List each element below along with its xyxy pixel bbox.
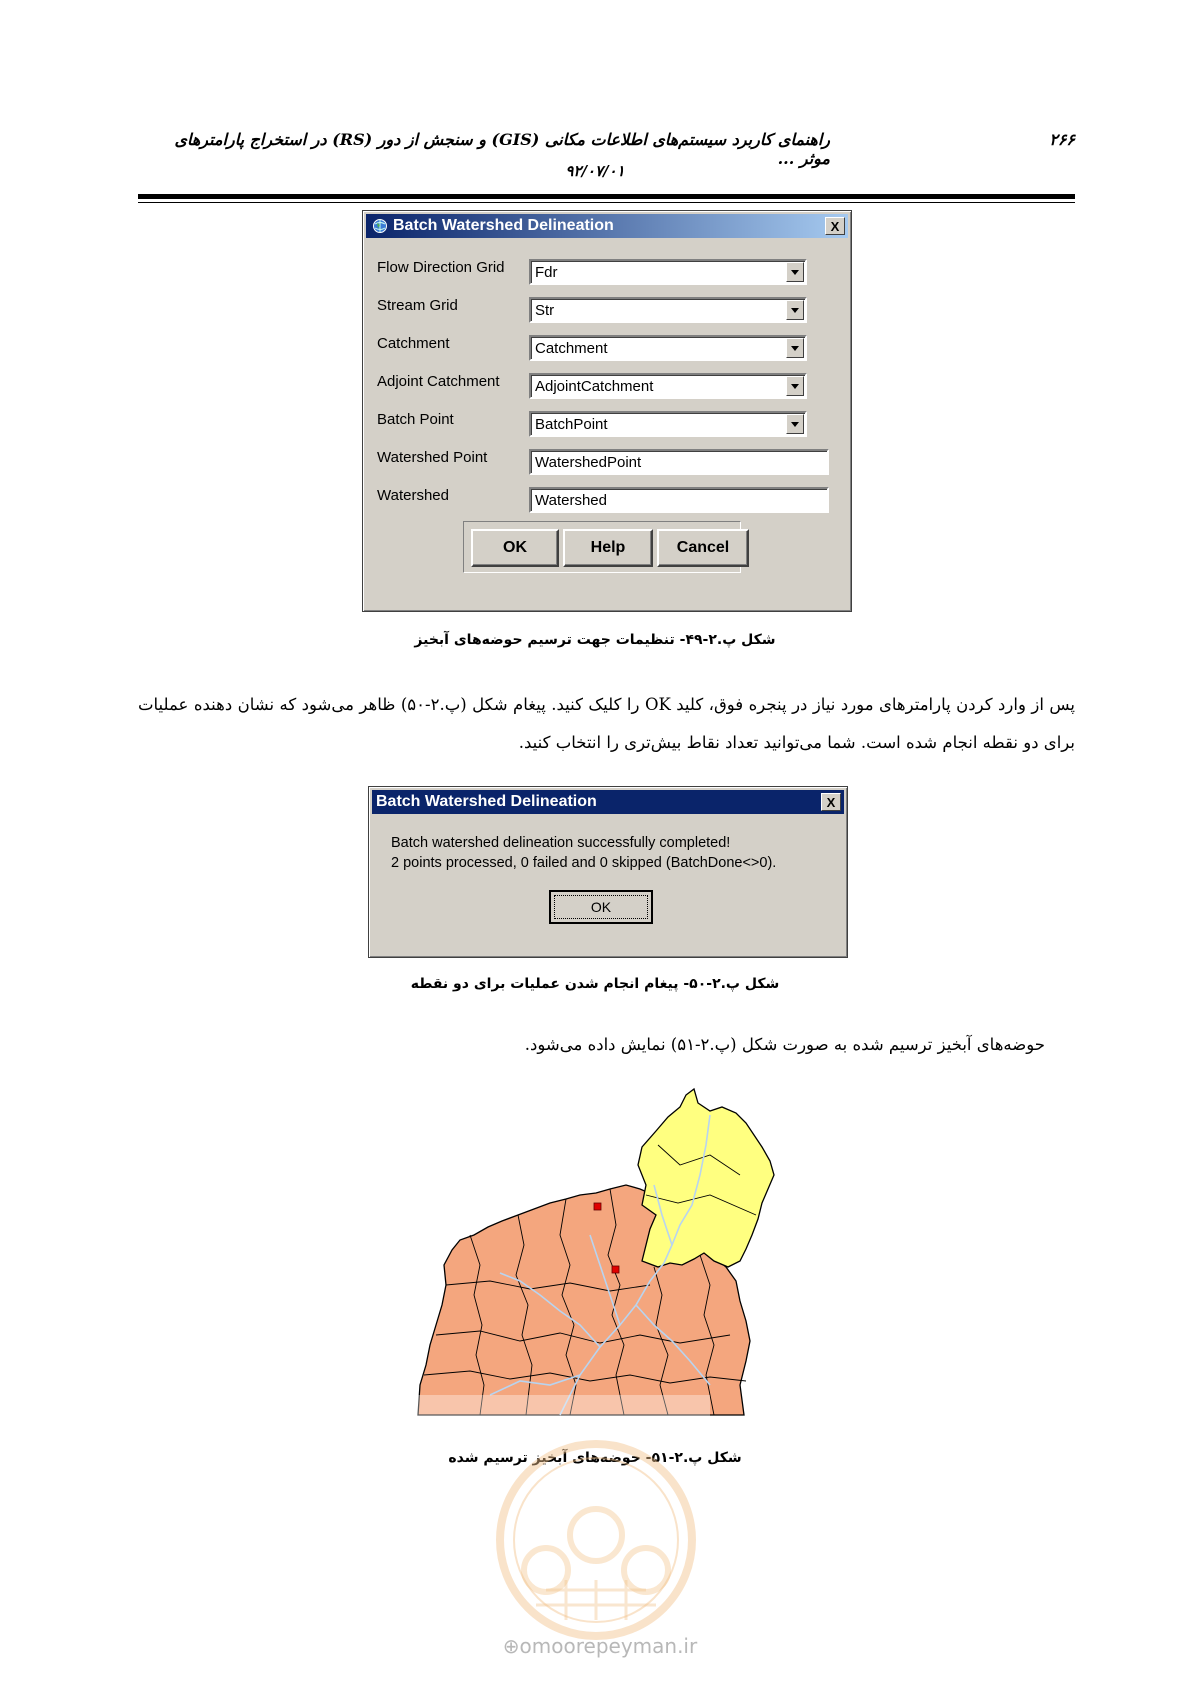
focus-rect bbox=[554, 895, 648, 919]
close-icon: X bbox=[826, 794, 836, 810]
header-rule-thick bbox=[138, 194, 1075, 199]
figure-caption-50: شکل پ.۲-۵۰- پیغام انجام شدن عملیات برای دو نقطه bbox=[410, 976, 780, 992]
input-value: Watershed bbox=[535, 492, 607, 509]
watershed-map bbox=[410, 1085, 810, 1425]
flow-direction-grid-label: Flow Direction Grid bbox=[377, 259, 505, 276]
batch-watershed-dialog bbox=[362, 210, 852, 612]
message-ok-button[interactable] bbox=[549, 890, 653, 924]
flow-direction-grid-combo[interactable] bbox=[529, 259, 807, 285]
chevron-down-icon[interactable] bbox=[786, 376, 804, 396]
watershed-area bbox=[638, 1089, 774, 1267]
running-header-title: راهنمای کاربرد سیستم‌های اطلاعات مکانی (GIS) و سنجش از دور (RS) در استخراج پارامترهای موثر ... bbox=[174, 130, 830, 168]
watershed-input[interactable] bbox=[529, 487, 829, 513]
body-paragraph-2: حوضه‌های آبخیز ترسیم شده به صورت شکل (پ.۲-۵۱) نمایش داده می‌شود. bbox=[524, 1035, 1045, 1054]
close-icon: X bbox=[830, 218, 840, 234]
batch-point-combo[interactable] bbox=[529, 411, 807, 437]
watershed-label: Watershed bbox=[377, 487, 449, 504]
figure-caption-51: شکل پ.۲-۵۱- حوضه‌های آبخیز ترسیم شده bbox=[448, 1450, 742, 1466]
input-value: WatershedPoint bbox=[535, 454, 642, 471]
adjoint-catchment-combo[interactable] bbox=[529, 373, 807, 399]
close-button[interactable] bbox=[821, 793, 841, 811]
adjoint-catchment-label: Adjoint Catchment bbox=[377, 373, 500, 390]
catchment-combo[interactable] bbox=[529, 335, 807, 361]
watershed-point-input[interactable] bbox=[529, 449, 829, 475]
stream-grid-combo[interactable] bbox=[529, 297, 807, 323]
chevron-down-icon[interactable] bbox=[786, 262, 804, 282]
page-number: ۲۶۶ bbox=[1049, 130, 1075, 149]
figure-caption-49: شکل پ.۲-۴۹- تنظیمات جهت ترسیم حوضه‌های آبخیز bbox=[414, 632, 776, 648]
combo-value: Catchment bbox=[535, 340, 608, 357]
ok-label: OK bbox=[590, 899, 612, 915]
dialog-title: Batch Watershed Delineation bbox=[393, 217, 614, 234]
header-rule-thin bbox=[138, 202, 1075, 203]
globe-icon bbox=[371, 217, 389, 235]
message-titlebar[interactable] bbox=[372, 790, 844, 814]
chevron-down-icon[interactable] bbox=[786, 300, 804, 320]
message-title: Batch Watershed Delineation bbox=[376, 793, 597, 810]
watermark-text: ⊕omoorepeyman.ir bbox=[502, 1634, 698, 1658]
header-date: ۹۲/۰۷/۰۱ bbox=[565, 162, 625, 180]
completion-message-dialog bbox=[368, 786, 848, 958]
catchment-label: Catchment bbox=[377, 335, 450, 352]
stream-grid-label: Stream Grid bbox=[377, 297, 458, 314]
batch-point-marker bbox=[612, 1266, 619, 1273]
map-overlay-band bbox=[410, 1395, 710, 1425]
batch-point-marker bbox=[594, 1203, 601, 1210]
ok-button[interactable]: OK bbox=[471, 529, 559, 567]
chevron-down-icon[interactable] bbox=[786, 414, 804, 434]
globe-icon: ⊕ bbox=[502, 1634, 520, 1658]
combo-value: AdjointCatchment bbox=[535, 378, 654, 395]
help-button[interactable]: Help bbox=[563, 529, 653, 567]
batch-point-label: Batch Point bbox=[377, 411, 454, 428]
message-line-2: 2 points processed, 0 failed and 0 skipped (BatchDone<>0). bbox=[391, 855, 777, 871]
body-paragraph-1: پس از وارد کردن پارامترهای مورد نیاز در پنجره فوق، کلید OK را کلیک کنید. پیغام شکل (پ.۲-۵۰) ظاهر می‌شود که نشان دهنده عملیات برای دو نقطه انجام شده است. شما می‌توانید تعداد نقاط بیش‌تری را انتخاب کنید. bbox=[138, 695, 1075, 752]
chevron-down-icon[interactable] bbox=[786, 338, 804, 358]
watershed-point-label: Watershed Point bbox=[377, 449, 488, 466]
close-button[interactable] bbox=[825, 217, 845, 235]
watermark-seal-icon bbox=[476, 1430, 716, 1660]
combo-value: Str bbox=[535, 302, 555, 319]
message-line-1: Batch watershed delineation successfully completed! bbox=[391, 835, 731, 851]
dialog-titlebar[interactable] bbox=[366, 214, 848, 238]
combo-value: Fdr bbox=[535, 264, 558, 281]
combo-value: BatchPoint bbox=[535, 416, 608, 433]
cancel-button[interactable]: Cancel bbox=[657, 529, 749, 567]
